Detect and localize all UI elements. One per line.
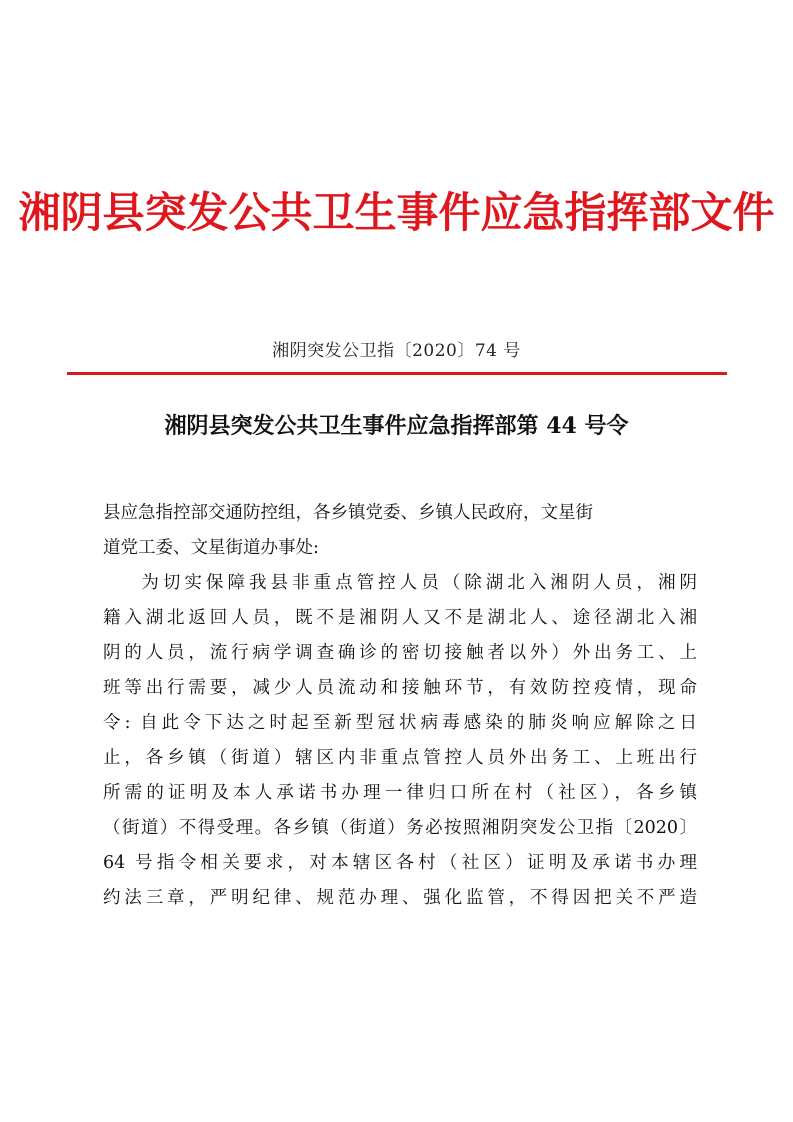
- body-line: 约法三章，严明纪律、规范办理、强化监管，不得因把关不严造: [103, 888, 697, 908]
- header-divider-line: [67, 372, 727, 375]
- body-line: 令: 自此令下达之时起至新型冠状病毒感染的肺炎响应解除之日: [103, 713, 697, 733]
- body-line: 64 号指令相关要求，对本辖区各村（社区）证明及承诺书办理: [103, 853, 697, 873]
- body-line: 所需的证明及本人承诺书办理一律归口所在村（社区），各乡镇: [103, 783, 697, 803]
- body-line: 县应急指控部交通防控组，各乡镇党委、乡镇人民政府，文星街: [103, 503, 593, 523]
- body-line: 阴的人员，流行病学调查确诊的密切接触者以外）外出务工、上: [103, 643, 697, 663]
- body-line: 籍入湖北返回人员，既不是湘阴人又不是湖北人、途径湖北入湘: [103, 608, 697, 628]
- body-line: （街道）不得受理。各乡镇（街道）务必按照湘阴突发公卫指〔2020〕: [103, 818, 697, 838]
- document-body: [103, 496, 697, 916]
- body-line: 为切实保障我县非重点管控人员（除湖北入湘阴人员，湘阴: [103, 573, 697, 593]
- body-line: 班等出行需要，减少人员流动和接触环节，有效防控疫情，现命: [103, 678, 697, 698]
- document-header-title: 湘阴县突发公共卫生事件应急指挥部文件: [18, 188, 775, 237]
- order-title: 湘阴县突发公共卫生事件应急指挥部第 44 号令: [164, 413, 629, 439]
- body-line: 道党工委、文星街道办事处:: [103, 538, 319, 558]
- body-line: 止，各乡镇（街道）辖区内非重点管控人员外出务工、上班出行: [103, 748, 697, 768]
- document-number: 湘阴突发公卫指〔2020〕74 号: [272, 341, 521, 361]
